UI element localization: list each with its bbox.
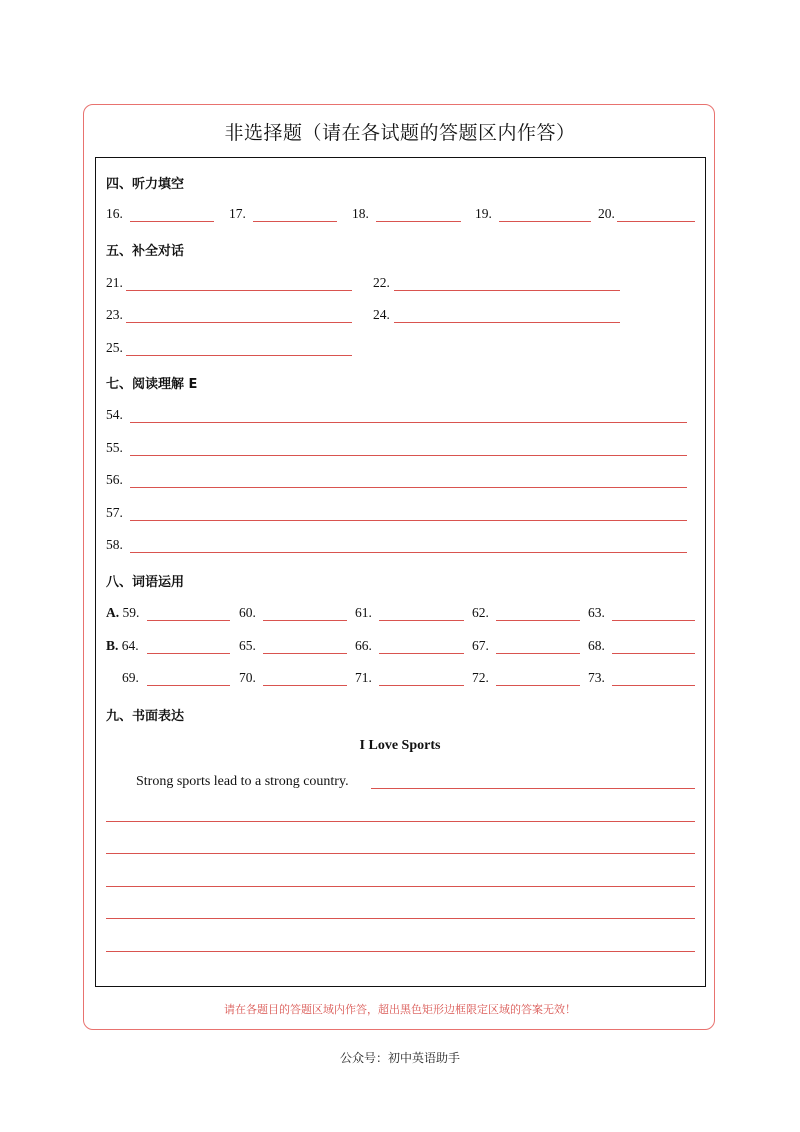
answer-line-73[interactable] xyxy=(612,685,695,686)
writing-line-4[interactable] xyxy=(106,886,695,887)
answer-line-61[interactable] xyxy=(379,620,464,621)
question-number-18: 18. xyxy=(352,206,369,221)
part-b-letter: B. xyxy=(106,638,119,653)
question-number-21: 21. xyxy=(106,275,123,290)
question-number-17: 17. xyxy=(229,206,246,221)
question-number-71: 71. xyxy=(355,670,372,685)
answer-line-68[interactable] xyxy=(612,653,695,654)
answer-line-63[interactable] xyxy=(612,620,695,621)
question-number-60: 60. xyxy=(239,605,256,620)
answer-line-22[interactable] xyxy=(394,290,620,291)
section-heading-listening: 四、听力填空 xyxy=(106,177,185,192)
writing-line-5[interactable] xyxy=(106,918,695,919)
section-heading-reading: 七、阅读理解 E xyxy=(106,377,198,392)
question-number-64: 64. xyxy=(121,638,139,653)
question-number-66: 66. xyxy=(355,638,372,653)
answer-line-21[interactable] xyxy=(126,290,352,291)
question-number-68: 68. xyxy=(588,638,605,653)
answer-line-17[interactable] xyxy=(253,221,337,222)
question-number-56: 56. xyxy=(106,472,123,487)
answer-line-57[interactable] xyxy=(130,520,687,521)
question-number-57: 57. xyxy=(106,505,123,520)
answer-line-67[interactable] xyxy=(496,653,580,654)
writing-line-3[interactable] xyxy=(106,853,695,854)
section-heading-dialogue: 五、补全对话 xyxy=(106,244,185,259)
writing-line-2[interactable] xyxy=(106,821,695,822)
question-number-59: 59. xyxy=(122,605,140,620)
answer-line-62[interactable] xyxy=(496,620,580,621)
answer-line-54[interactable] xyxy=(130,422,687,423)
answer-line-72[interactable] xyxy=(496,685,580,686)
writing-line-1[interactable] xyxy=(371,788,695,789)
part-a-label xyxy=(106,605,139,621)
part-a-letter: A. xyxy=(106,605,120,620)
essay-title: I Love Sports xyxy=(359,738,441,753)
question-number-25: 25. xyxy=(106,340,123,355)
writing-line-6[interactable] xyxy=(106,951,695,952)
question-number-69: 69. xyxy=(122,670,139,685)
answer-line-58[interactable] xyxy=(130,552,687,553)
page-title: 非选择题（请在各试题的答题区内作答） xyxy=(224,122,576,144)
answer-area-border xyxy=(95,157,706,987)
question-number-23: 23. xyxy=(106,307,123,322)
answer-line-65[interactable] xyxy=(263,653,347,654)
question-number-61: 61. xyxy=(355,605,372,620)
answer-line-69[interactable] xyxy=(147,685,230,686)
question-number-58: 58. xyxy=(106,537,123,552)
question-number-54: 54. xyxy=(106,407,123,422)
question-number-22: 22. xyxy=(373,275,390,290)
question-number-63: 63. xyxy=(588,605,605,620)
question-number-16: 16. xyxy=(106,206,123,221)
question-number-67: 67. xyxy=(472,638,489,653)
question-number-62: 62. xyxy=(472,605,489,620)
question-number-19: 19. xyxy=(475,206,492,221)
answer-line-18[interactable] xyxy=(376,221,461,222)
question-number-20: 20. xyxy=(598,206,615,221)
question-number-70: 70. xyxy=(239,670,256,685)
answer-line-20[interactable] xyxy=(617,221,695,222)
question-number-65: 65. xyxy=(239,638,256,653)
answer-line-19[interactable] xyxy=(499,221,591,222)
answer-area-notice: 请在各题目的答题区域内作答，超出黑色矩形边框限定区域的答案无效！ xyxy=(224,1003,576,1016)
section-heading-writing: 九、书面表达 xyxy=(106,709,185,724)
answer-line-23[interactable] xyxy=(126,322,352,323)
answer-line-59[interactable] xyxy=(147,620,230,621)
answer-line-66[interactable] xyxy=(379,653,464,654)
part-b-label xyxy=(106,638,139,654)
answer-line-24[interactable] xyxy=(394,322,620,323)
answer-line-25[interactable] xyxy=(126,355,352,356)
question-number-72: 72. xyxy=(472,670,489,685)
essay-opening-sentence: Strong sports lead to a strong country. xyxy=(136,774,349,789)
section-heading-vocabulary: 八、词语运用 xyxy=(106,575,185,590)
question-number-24: 24. xyxy=(373,307,390,322)
answer-line-60[interactable] xyxy=(263,620,347,621)
question-number-55: 55. xyxy=(106,440,123,455)
answer-line-16[interactable] xyxy=(130,221,214,222)
answer-line-71[interactable] xyxy=(379,685,464,686)
page-footer: 公众号：初中英语助手 xyxy=(339,1051,460,1065)
answer-line-64[interactable] xyxy=(147,653,230,654)
answer-line-70[interactable] xyxy=(263,685,347,686)
answer-line-56[interactable] xyxy=(130,487,687,488)
question-number-73: 73. xyxy=(588,670,605,685)
answer-line-55[interactable] xyxy=(130,455,687,456)
